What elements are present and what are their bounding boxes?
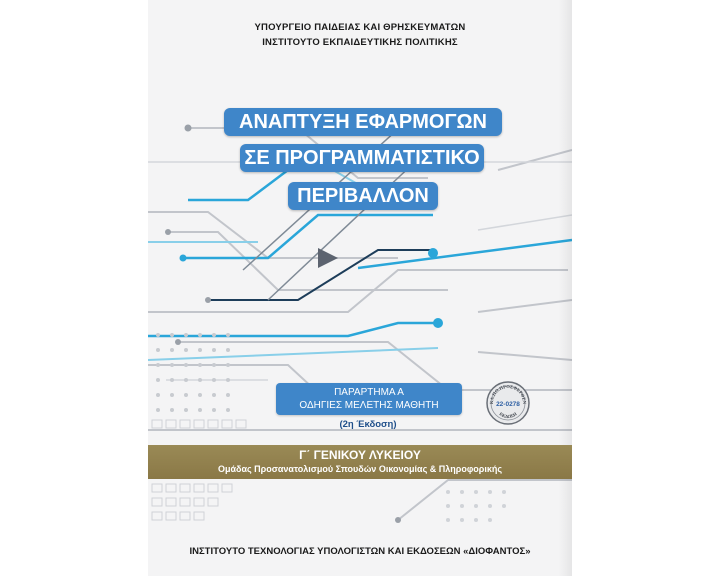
- appendix-subtitle: ΟΔΗΓΙΕΣ ΜΕΛΕΤΗΣ ΜΑΘΗΤΗ: [299, 400, 439, 411]
- ministry-name: ΥΠΟΥΡΓΕΙΟ ΠΑΙΔΕΙΑΣ ΚΑΙ ΘΡΗΣΚΕΥΜΑΤΩΝ: [254, 22, 466, 33]
- svg-text:ΚΑ.ΠΟ.ΠΡΟΣΦΕΡΘΕΝ: ΚΑ.ΠΟ.ΠΡΟΣΦΕΡΘΕΝ: [488, 383, 528, 405]
- appendix-box: [276, 383, 462, 415]
- appendix-label: ΠΑΡΑΡΤΗΜΑ Α: [334, 387, 404, 398]
- svg-text:22-0278: 22-0278: [496, 401, 520, 408]
- circuit-artwork: [148, 0, 572, 576]
- seal-stamp-icon: [486, 381, 530, 425]
- grade-band: [148, 445, 572, 479]
- svg-text:ΕΚΔΟΣΗ: ΕΚΔΟΣΗ: [498, 411, 518, 420]
- institute-name: ΙΝΣΤΙΤΟΥΤΟ ΕΚΠΑΙΔΕΥΤΙΚΗΣ ΠΟΛΙΤΙΚΗΣ: [262, 37, 458, 48]
- grade-label: Γ΄ ΓΕΝΙΚΟΥ ΛΥΚΕΙΟΥ: [299, 448, 421, 462]
- publisher-name: ΙΝΣΤΙΤΟΥΤΟ ΤΕΧΝΟΛΟΓΙΑΣ ΥΠΟΛΟΓΙΣΤΩΝ ΚΑΙ ΕΚΔΟΣΕΩΝ «ΔΙΟΦΑΝΤΟΣ»: [189, 546, 531, 557]
- orientation-group-label: Ομάδας Προσανατολισμού Σπουδών Οικονομίας & Πληροφορικής: [217, 464, 503, 474]
- page-edge-shadow: [558, 0, 572, 576]
- title-line-1: ΑΝΑΠΤΥΞΗ ΕΦΑΡΜΟΓΩΝ: [224, 108, 502, 136]
- edition-label: (2η Έκδοση): [339, 419, 397, 430]
- title-line-3: ΠΕΡΙΒΑΛΛΟΝ: [288, 182, 438, 210]
- title-line-2: ΣΕ ΠΡΟΓΡΑΜΜΑΤΙΣΤΙΚΟ: [240, 144, 484, 172]
- book-cover: [148, 0, 572, 576]
